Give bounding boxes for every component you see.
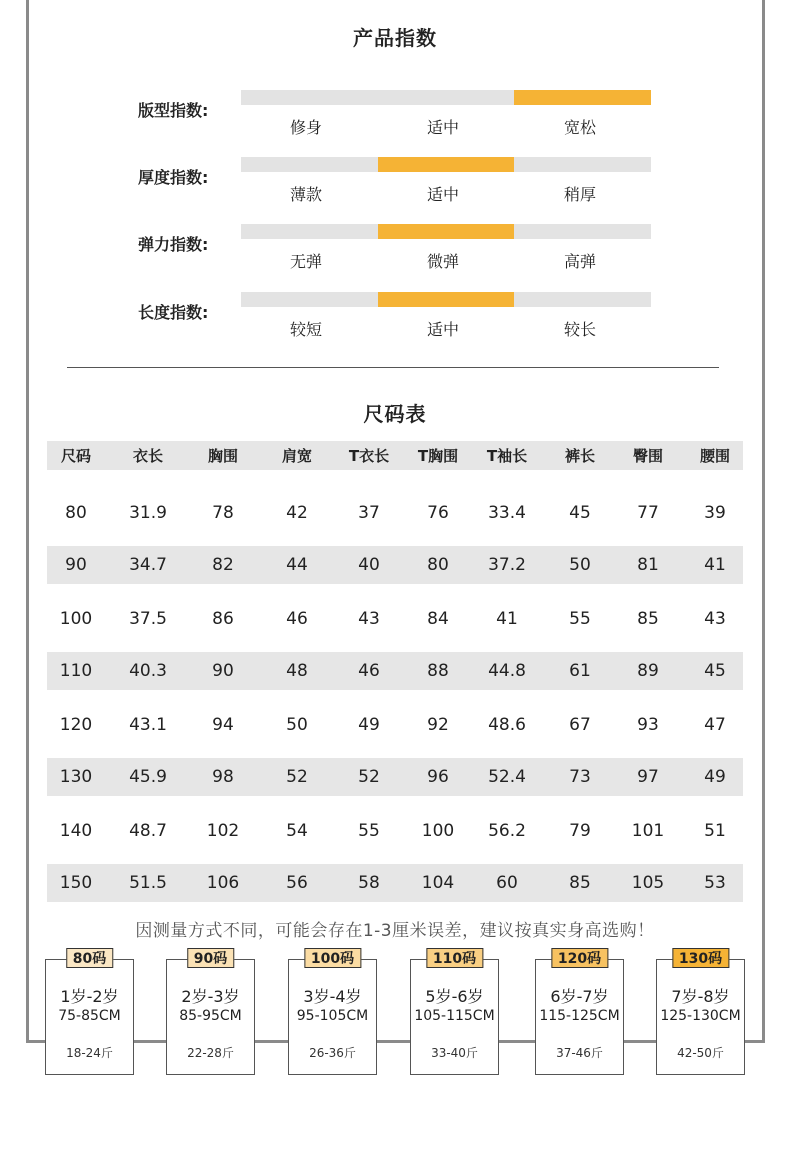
index-label: 厚度指数: (138, 168, 209, 187)
table-cell: 44 (286, 555, 308, 575)
table-cell: 40 (358, 555, 380, 575)
table-cell: 88 (427, 661, 449, 681)
size-card-height: 115-125CM (539, 1008, 620, 1024)
table-cell: 42 (286, 502, 308, 523)
table-cell: 48.7 (129, 820, 167, 841)
index-option: 较长 (563, 320, 596, 339)
table-cell: 93 (637, 714, 659, 735)
size-card-height: 95-105CM (296, 1008, 369, 1024)
table-cell: 100 (59, 608, 93, 629)
table-cell: 51.5 (129, 873, 167, 893)
index-bar-selected-segment (378, 224, 515, 239)
index-option: 高弹 (563, 252, 596, 271)
index-bar-selected-segment (378, 292, 515, 307)
index-row (0, 157, 790, 217)
table-cell: 45 (569, 502, 591, 523)
table-row (47, 758, 743, 796)
size-card-weight: 37-46斤 (556, 1046, 603, 1060)
index-bar-selected-segment (378, 157, 515, 172)
table-cell: 43.1 (129, 714, 167, 735)
index-option: 稍厚 (563, 185, 596, 204)
index-option: 微弹 (426, 252, 459, 271)
table-cell: 56 (286, 873, 308, 893)
section-divider (67, 367, 719, 368)
table-cell: 90 (65, 555, 87, 575)
table-cell: 89 (637, 661, 659, 681)
table-header-cell: 衣长 (132, 447, 164, 465)
table-header-cell: 裤长 (564, 447, 596, 465)
table-cell: 92 (427, 714, 449, 735)
index-bar-selected-segment (514, 90, 651, 105)
table-cell: 98 (212, 767, 234, 787)
size-table-title: 尺码表 (363, 402, 427, 426)
index-bar-track (241, 157, 651, 172)
index-row (0, 224, 790, 284)
table-cell: 46 (358, 661, 380, 681)
index-option: 较短 (289, 320, 322, 339)
table-cell: 80 (427, 555, 449, 575)
table-cell: 58 (358, 873, 380, 893)
table-cell: 61 (569, 661, 591, 681)
table-cell: 105 (631, 873, 665, 893)
size-card (535, 951, 624, 1075)
index-option: 适中 (426, 320, 459, 339)
table-cell: 55 (569, 608, 591, 629)
table-cell: 130 (59, 767, 93, 787)
size-card-badge: 130码 (672, 948, 729, 968)
size-card-badge: 100码 (304, 948, 361, 968)
table-cell: 52 (286, 767, 308, 787)
table-row (47, 652, 743, 690)
index-option: 适中 (426, 185, 459, 204)
size-card-age: 5岁-6岁 (425, 987, 484, 1006)
size-card-weight: 22-28斤 (187, 1046, 234, 1060)
table-cell: 77 (637, 502, 659, 523)
table-cell: 34.7 (129, 555, 167, 575)
index-bar-track (241, 224, 651, 239)
table-cell: 48.6 (488, 714, 526, 735)
size-card-age: 1岁-2岁 (60, 987, 119, 1006)
table-cell: 47 (704, 714, 726, 735)
table-header-cell: 腰围 (699, 447, 731, 465)
table-cell: 97 (637, 767, 659, 787)
frame-bottom-border (26, 1040, 765, 1043)
table-header-cell: T衣长 (348, 447, 390, 465)
size-card-weight: 33-40斤 (431, 1046, 478, 1060)
size-card-age: 2岁-3岁 (181, 987, 240, 1006)
table-cell: 41 (704, 555, 726, 575)
index-label: 长度指数: (138, 303, 209, 322)
table-cell: 150 (59, 873, 93, 893)
table-header-cell: 臀围 (632, 447, 664, 465)
table-cell: 106 (206, 873, 240, 893)
size-card-badge: 90码 (187, 948, 234, 968)
index-option: 修身 (289, 118, 322, 137)
size-card-weight: 18-24斤 (66, 1046, 113, 1060)
table-cell: 37.2 (488, 555, 526, 575)
table-header-row (47, 441, 743, 470)
table-cell: 52 (358, 767, 380, 787)
table-cell: 49 (704, 767, 726, 787)
table-cell: 73 (569, 767, 591, 787)
size-card-height: 105-115CM (414, 1008, 495, 1024)
table-cell: 51 (704, 820, 726, 841)
measurement-notice: 因测量方式不同，可能会存在1-3厘米误差，建议按真实身高选购！ (135, 921, 655, 941)
table-cell: 53 (704, 873, 726, 893)
size-card-badge: 80码 (66, 948, 113, 968)
table-row (47, 804, 743, 857)
table-cell: 56.2 (488, 820, 526, 841)
table-cell: 54 (286, 820, 308, 841)
size-card-weight: 42-50斤 (677, 1046, 724, 1060)
size-table (47, 441, 743, 910)
table-header-cell: 胸围 (207, 447, 239, 465)
size-card-age: 3岁-4岁 (303, 987, 362, 1006)
table-cell: 44.8 (488, 661, 526, 681)
table-cell: 140 (59, 820, 93, 841)
size-card-badge: 110码 (426, 948, 483, 968)
table-cell: 43 (358, 608, 380, 629)
table-cell: 37 (358, 502, 380, 523)
table-cell: 85 (637, 608, 659, 629)
table-cell: 110 (59, 661, 93, 681)
table-cell: 90 (212, 661, 234, 681)
size-card (410, 951, 499, 1075)
table-cell: 31.9 (129, 502, 167, 523)
table-header-cell: 尺码 (60, 447, 92, 465)
table-cell: 52.4 (488, 767, 526, 787)
table-cell: 60 (496, 873, 518, 893)
table-row (47, 486, 743, 539)
size-card-weight: 26-36斤 (309, 1046, 356, 1060)
table-cell: 94 (212, 714, 234, 735)
table-cell: 45 (704, 661, 726, 681)
size-card-height: 75-85CM (58, 1008, 121, 1024)
table-cell: 43 (704, 608, 726, 629)
table-cell: 81 (637, 555, 659, 575)
size-card-age: 6岁-7岁 (550, 987, 609, 1006)
table-header-cell: 肩宽 (281, 447, 313, 465)
table-cell: 82 (212, 555, 234, 575)
table-cell: 80 (65, 502, 87, 523)
table-header-cell: T胸围 (417, 447, 459, 465)
table-cell: 84 (427, 608, 449, 629)
table-cell: 96 (427, 767, 449, 787)
index-option: 适中 (426, 118, 459, 137)
index-bar-track (241, 292, 651, 307)
index-label: 弹力指数: (138, 235, 209, 254)
table-cell: 55 (358, 820, 380, 841)
table-cell: 48 (286, 661, 308, 681)
index-option: 薄款 (289, 185, 322, 204)
table-cell: 104 (421, 873, 455, 893)
table-cell: 100 (421, 820, 455, 841)
table-cell: 76 (427, 502, 449, 523)
table-cell: 101 (631, 820, 665, 841)
table-row (47, 546, 743, 584)
size-card-height: 85-95CM (179, 1008, 242, 1024)
size-card (166, 951, 255, 1075)
table-row (47, 592, 743, 645)
size-card (45, 951, 134, 1075)
table-cell: 45.9 (129, 767, 167, 787)
table-cell: 85 (569, 873, 591, 893)
table-cell: 39 (704, 502, 726, 523)
product-index-title: 产品指数 (353, 26, 437, 50)
index-row (0, 90, 790, 150)
table-cell: 40.3 (129, 661, 167, 681)
table-row (47, 698, 743, 751)
table-row (47, 864, 743, 902)
index-bar-track (241, 90, 651, 105)
table-cell: 67 (569, 714, 591, 735)
index-label: 版型指数: (138, 101, 209, 120)
index-row (0, 292, 790, 352)
table-cell: 50 (569, 555, 591, 575)
table-cell: 50 (286, 714, 308, 735)
size-card (288, 951, 377, 1075)
table-cell: 78 (212, 502, 234, 523)
size-card-badge: 120码 (551, 948, 608, 968)
table-cell: 79 (569, 820, 591, 841)
size-card-age: 7岁-8岁 (671, 987, 730, 1006)
table-cell: 49 (358, 714, 380, 735)
table-cell: 46 (286, 608, 308, 629)
size-card (656, 951, 745, 1075)
table-cell: 120 (59, 714, 93, 735)
table-cell: 37.5 (129, 608, 167, 629)
table-cell: 41 (496, 608, 518, 629)
size-card-height: 125-130CM (660, 1008, 741, 1024)
index-option: 宽松 (563, 118, 596, 137)
index-option: 无弹 (289, 252, 322, 271)
table-header-cell: T袖长 (486, 447, 528, 465)
table-cell: 33.4 (488, 502, 526, 523)
table-cell: 102 (206, 820, 240, 841)
table-cell: 86 (212, 608, 234, 629)
